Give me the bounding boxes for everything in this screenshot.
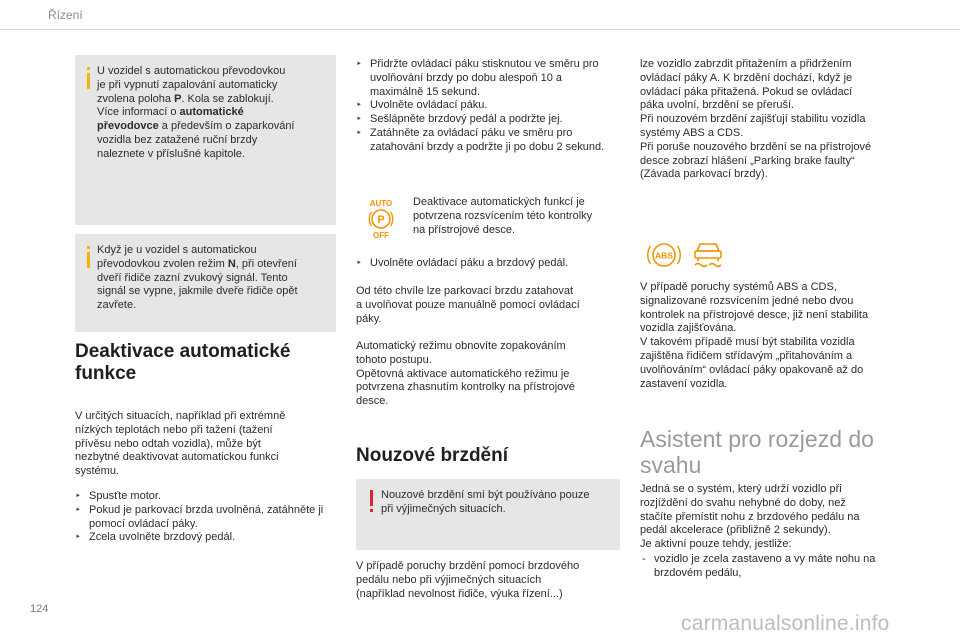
svg-text:ABS: ABS <box>655 250 673 261</box>
step-list <box>356 257 618 271</box>
heading-deactivate-automatic: Deaktivace automatické funkce <box>75 341 291 384</box>
note-text: Když je u vozidel s automatickou převodovkou zvolen režim N, při otevření dveří řidiče zazní zvukový signál. Tento signál se vypne, jakmile dveře řidiče opět zavřete. <box>97 244 298 312</box>
note-text: U vozidel s automatickou převodovkou je při vypnutí zapalování automaticky zvolena poloha P. Kola se zablokují. Více informací o automatické převodovce a především o zaparkování vozidla bez zatažené ruční brzdy naleznete v příslušné kapitole. <box>97 65 295 160</box>
step-list <box>356 58 618 155</box>
icon-caption: Deaktivace automatických funkcí je potvrzena rozsvícením této kontrolky na přístrojové desce. <box>413 196 593 236</box>
list-item: ‣ Přidržte ovládací páku stisknutou ve směru pro uvolňování brzdy po dobu alespoň 10 a maximálně 15 sekund. <box>356 58 618 99</box>
list-item: ‣ Zcela uvolněte brzdový pedál. <box>75 531 337 545</box>
list-item: ‣ Sešlápněte brzdový pedál a podržte jej. <box>356 113 618 127</box>
auto-p-off-icon <box>367 198 395 240</box>
svg-text:AUTO: AUTO <box>369 199 393 208</box>
list-item: ‣ Uvolněte ovládací páku. <box>356 99 618 113</box>
info-note-neutral-mode <box>75 234 336 332</box>
heading-hill-start-assist: Asistent pro rozjezd do svahu <box>640 426 874 478</box>
heading-emergency-braking: Nouzové brzdění <box>356 445 509 466</box>
list-item: - vozidlo je zcela zastaveno a vy máte nohu na brzdovém pedálu, <box>640 553 895 581</box>
list-item: ‣ Spusťte motor. <box>75 490 337 504</box>
list-item: ‣ Uvolněte ovládací páku a brzdový pedál. <box>356 257 618 271</box>
section-header: Řízení <box>48 8 83 22</box>
list-item: ‣ Zatáhněte za ovládací páku ve směru pro zatahování brzdy a podržte ji po dobu 2 sekund. <box>356 127 618 155</box>
paragraph: V případě poruchy brzdění pomocí brzdového pedálu nebo při výjimečných situacích (například nevolnost řidiče, výuka řízení...) <box>356 560 580 600</box>
page-number: 124 <box>30 603 49 615</box>
dash-list <box>640 553 895 581</box>
info-marker-icon <box>87 73 90 89</box>
warning-marker-icon <box>370 490 373 506</box>
warning-note-emergency-braking <box>356 479 620 550</box>
svg-text:P: P <box>377 214 385 226</box>
paragraph: V případě poruchy systémů ABS a CDS, signalizované rozsvícením jedné nebo dvou kontrolek na přístrojové desce, již není stabilita vozidla zajišťována. V takovém případě musí být stabilita vozidla zajištěna řidičem střídavým „přitahováním a uvolňováním“ ovládací páky opakovaně až do zastavení vozidla. <box>640 281 869 390</box>
step-list <box>75 490 337 545</box>
paragraph: V určitých situacích, například při extrémně nízkých teplotách nebo při tažení (tažení přívěsu nebo odtah vozidla), může být nezbytné deaktivovat automatickou funkci systému. <box>75 410 286 478</box>
watermark: carmanualsonline.info <box>681 612 890 635</box>
abs-and-stability-warning-icon <box>645 237 733 273</box>
paragraph: Jedná se o systém, který udrží vozidlo při rozjíždění do svahu nehybné do doby, než stačíte přemístit nohu z brzdového pedálu na pedál akcelerace (přibližně 2 sekundy). Je aktivní pouze tehdy, jestliže: <box>640 483 860 551</box>
info-marker-icon <box>87 252 90 268</box>
svg-text:OFF: OFF <box>373 231 389 240</box>
list-item: ‣ Pokud je parkovací brzda uvolněná, zatáhněte ji pomocí ovládací páky. <box>75 504 337 532</box>
info-note-automatic-gearbox <box>75 55 336 225</box>
paragraph: Od této chvíle lze parkovací brzdu zatahovat a uvolňovat pouze manuálně pomocí ovládací páky. <box>356 285 580 325</box>
paragraph: Automatický režimu obnovíte zopakováním tohoto postupu. Opětovná aktivace automatického režimu je potvrzena zhasnutím kontrolky na přístrojové desce. <box>356 340 575 408</box>
paragraph: lze vozidlo zabrzdit přitažením a přidržením ovládací páky A. K brzdění dochází, když je ovládací páka přitažená. Pokud se ovládací páka uvolní, brzdění se přeruší. Při nouzovém brzdění zajišťují stabilitu vozidla systémy ABS a CDS. Při poruše nouzového brzdění se na přístrojové desce zobrazí hlášení „Parking brake faulty“ (Závada parkovací brzdy). <box>640 58 872 181</box>
header-divider <box>0 29 960 30</box>
note-text: Nouzové brzdění smí být používáno pouze při výjimečných situacích. <box>381 489 590 515</box>
